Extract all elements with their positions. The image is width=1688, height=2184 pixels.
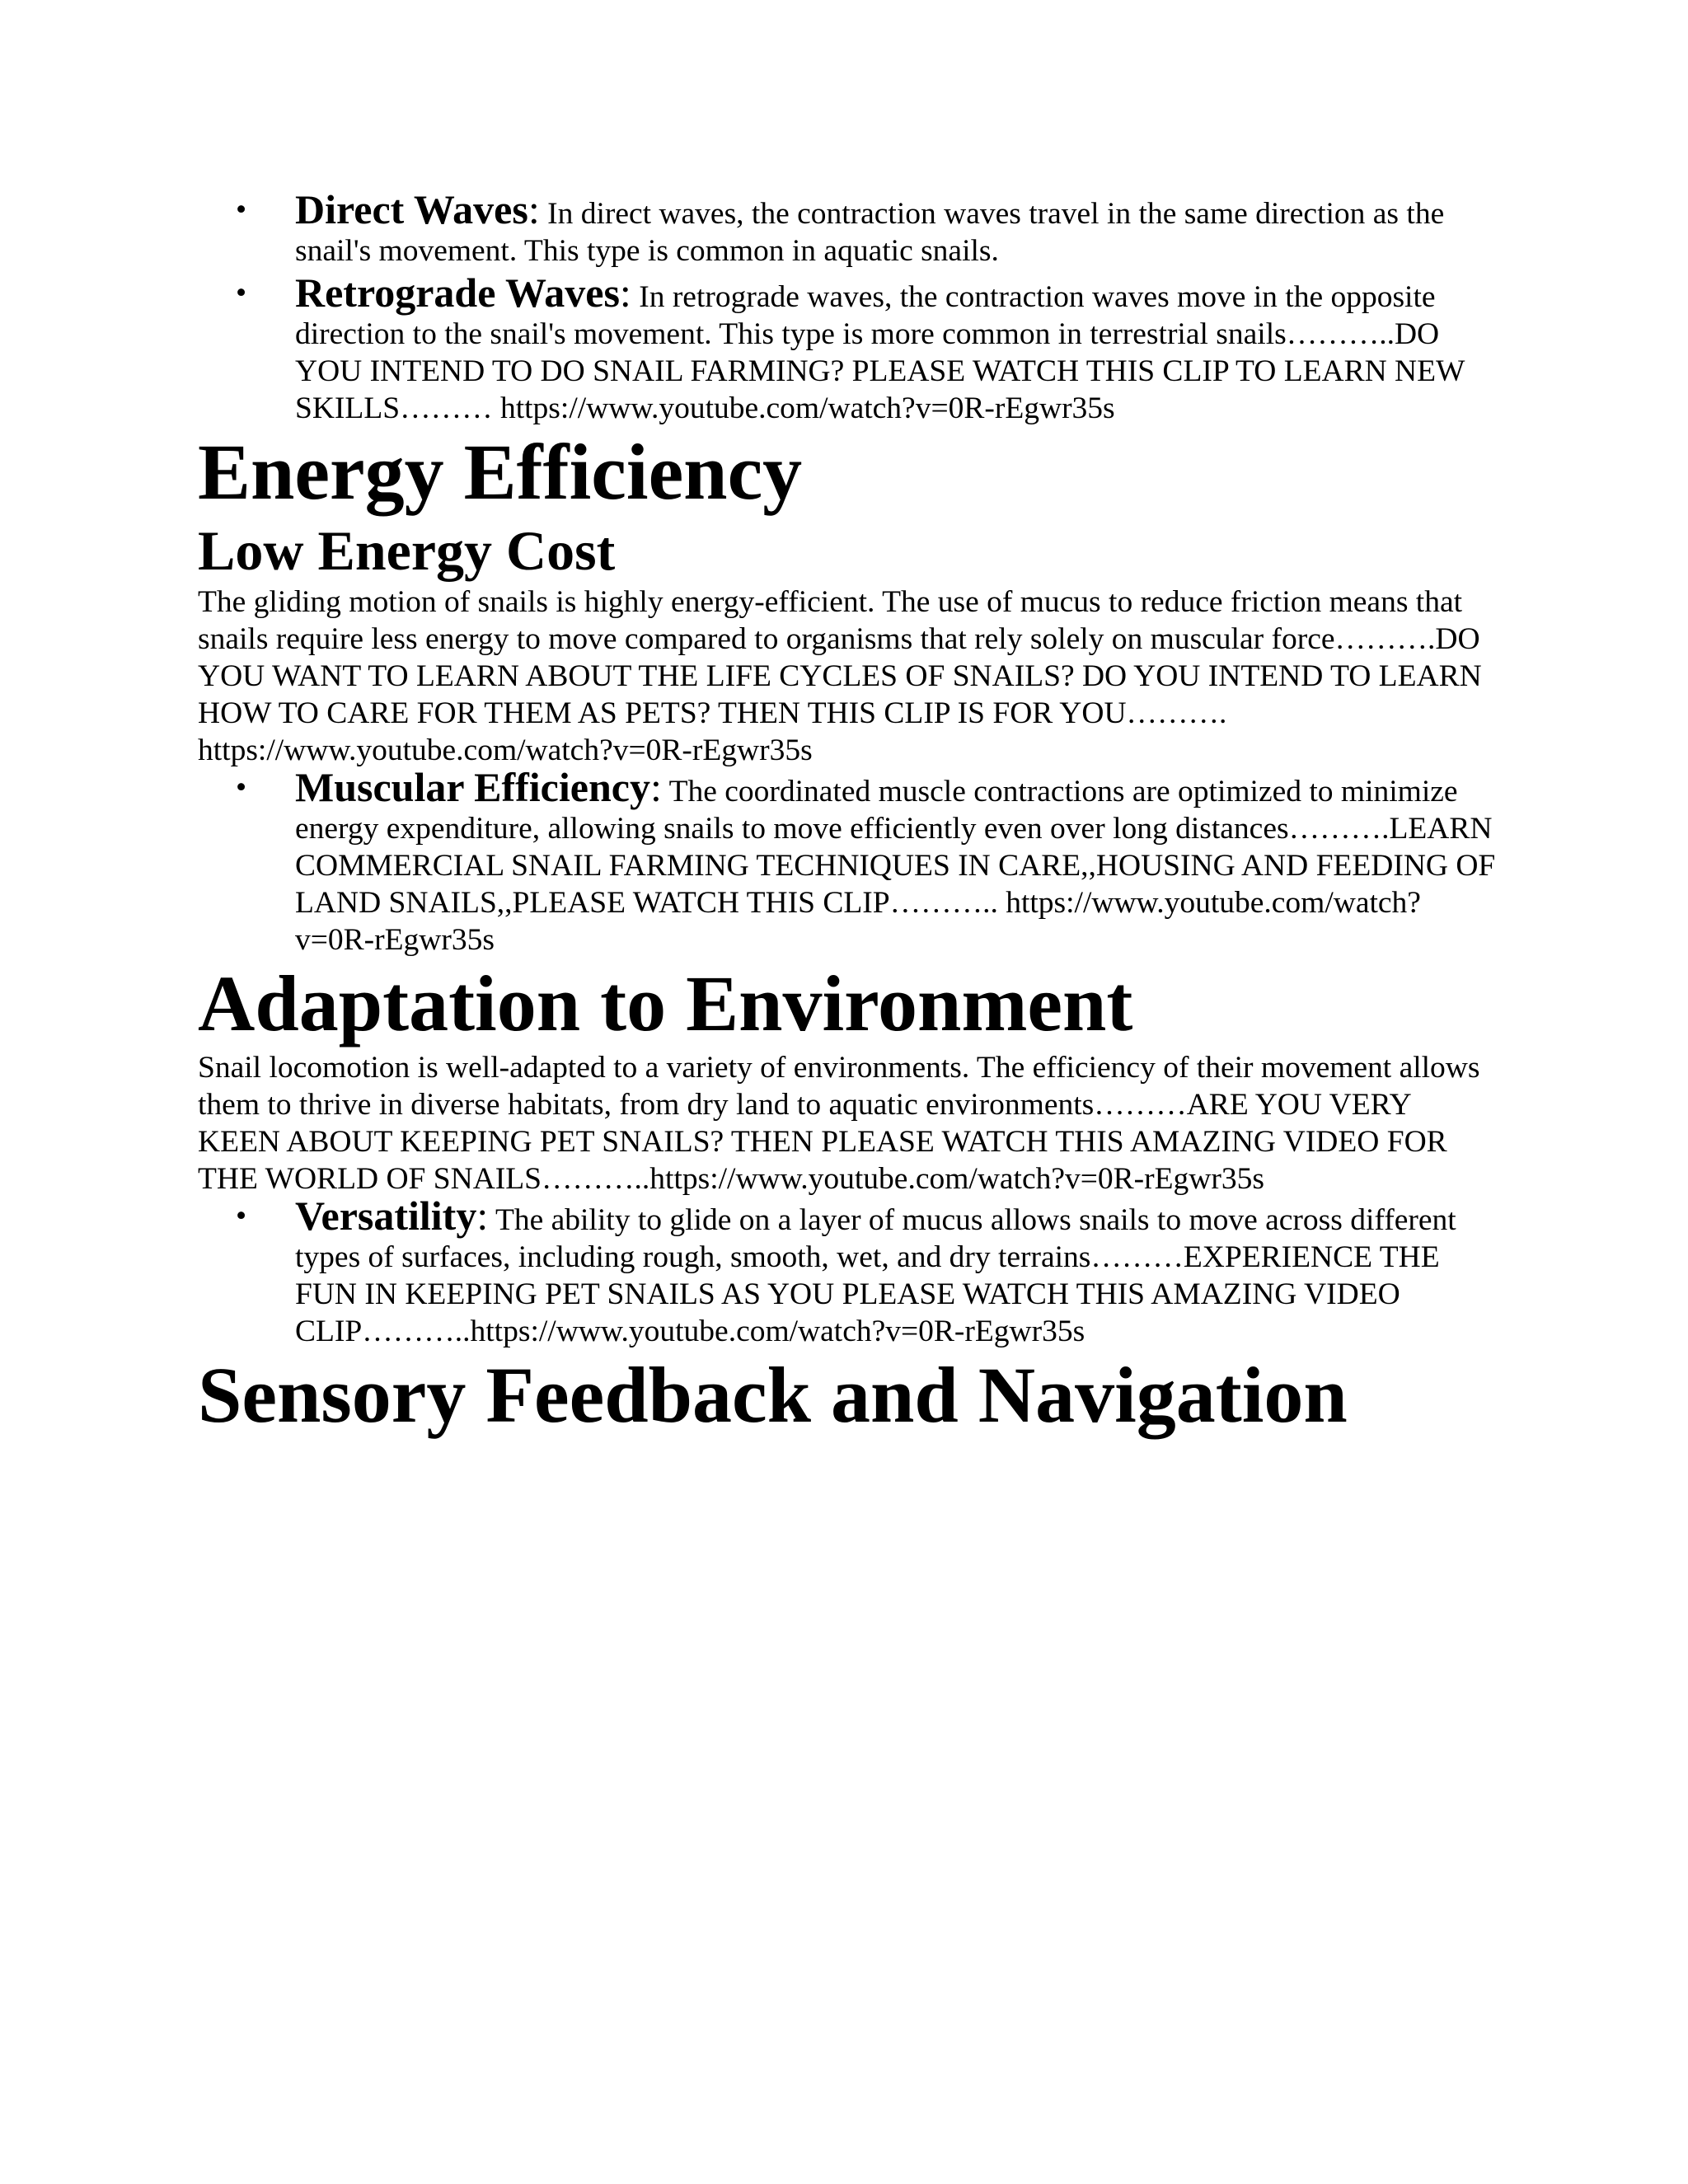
term-muscular-efficiency: Muscular Efficiency — [295, 764, 650, 810]
efficiency-list — [198, 764, 1500, 958]
term-colon: : — [528, 186, 540, 232]
subheading-low-energy-cost: Low Energy Cost — [198, 519, 616, 582]
list-item-retrograde-waves — [236, 269, 1500, 427]
term-versatility: Versatility — [295, 1193, 477, 1239]
wave-types-list — [198, 186, 1500, 427]
description-versatility: The ability to glide on a layer of mucus allows snails to move across different types of surfaces, including rough, smooth, wet, and dry terrains………EXPERIENCE THE FUN IN KEEPING PET SNAILS AS YOU PLEASE WATCH THIS AMAZING VIDEO CLIP………..https://www.youtube.com/watch?v=0R-rEgwr35s — [295, 1203, 1456, 1348]
paragraph-adaptation: Snail locomotion is well-adapted to a variety of environments. The efficiency of their movement allows them to thrive in diverse habitats, from dry land to aquatic environments………ARE YOU VERY KEEN ABOUT KEEPING PET SNAILS? THEN PLEASE WATCH THIS AMAZING VIDEO FOR THE WORLD OF SNAILS………..https://www.youtube.com/watch?v=0R-rEgwr35s — [198, 1051, 1480, 1196]
heading-sensory-feedback: Sensory Feedback and Navigation — [198, 1351, 1348, 1439]
bullet-icon: • — [236, 193, 247, 227]
heading-energy-efficiency: Energy Efficiency — [198, 428, 803, 516]
paragraph-low-energy-cost: The gliding motion of snails is highly energy-efficient. The use of mucus to reduce friction means that snails require less energy to move compared to organisms that rely solely on muscular force……….DO YOU WANT TO LEARN ABOUT THE LIFE CYCLES OF SNAILS? DO YOU INTEND TO LEARN HOW TO CARE FOR THEM AS PETS? THEN THIS CLIP IS FOR YOU………. https://www.youtube.com/watch?v=0R-rEgwr35s — [198, 585, 1482, 767]
term-colon: : — [619, 269, 631, 316]
bullet-icon: • — [236, 771, 247, 804]
term-retrograde-waves: Retrograde Waves — [295, 269, 620, 316]
list-item-versatility — [236, 1193, 1500, 1350]
list-item-direct-waves — [236, 186, 1500, 269]
heading-adaptation-to-environment: Adaptation to Environment — [198, 959, 1133, 1047]
description-retrograde-waves: In retrograde waves, the contraction waves move in the opposite direction to the snail's movement. This type is more common in terrestrial snails………..DO YOU INTEND TO DO SNAIL FARMING? PLEASE WATCH THIS CLIP TO LEARN NEW SKILLS……… https://www.youtube.com/watch?v=0R-rEgwr35s — [295, 280, 1465, 425]
term-direct-waves: Direct Waves — [295, 186, 528, 232]
list-item-muscular-efficiency — [236, 764, 1500, 958]
document-page — [198, 186, 1500, 1441]
bullet-icon: • — [236, 276, 247, 310]
bullet-icon: • — [236, 1199, 247, 1233]
term-colon: : — [649, 764, 662, 810]
description-direct-waves: In direct waves, the contraction waves travel in the same direction as the snail's movement. This type is common in aquatic snails. — [295, 197, 1445, 268]
description-muscular-efficiency: The coordinated muscle contractions are optimized to minimize energy expenditure, allowing snails to move efficiently even over long distances……….LEARN COMMERCIAL SNAIL FARMING TECHNIQUES IN CARE,,HOUSING AND FEEDING OF LAND SNAILS,,PLEASE WATCH THIS CLIP……….. https://www.youtube.com/watch?v=0R-rEgwr35s — [295, 775, 1496, 957]
adaptation-list — [198, 1193, 1500, 1350]
term-colon: : — [476, 1193, 489, 1239]
